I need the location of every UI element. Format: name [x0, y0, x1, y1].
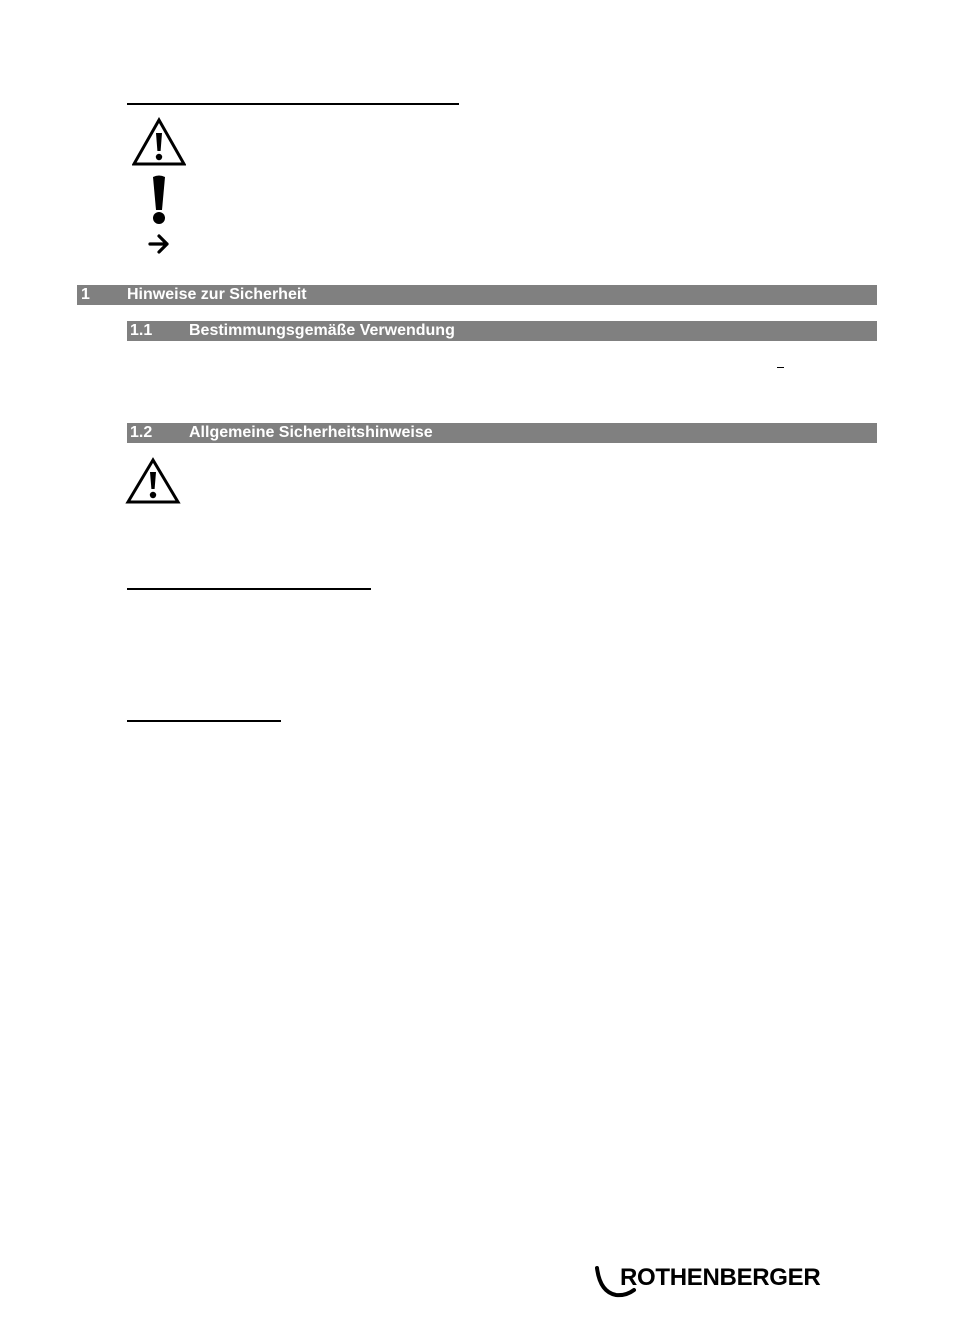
section-heading-1-2	[127, 423, 877, 443]
section-heading-1	[77, 285, 877, 305]
arrow-right-icon	[148, 234, 172, 254]
brand-logo	[594, 1262, 826, 1298]
warning-triangle-icon	[125, 457, 181, 505]
dash-mark	[777, 367, 784, 368]
section-number: 1	[81, 286, 90, 303]
heading-underline-symbols	[127, 103, 459, 105]
section-number: 1.2	[130, 424, 153, 441]
brand-name: ROTHENBERGER	[620, 1264, 821, 1291]
section-number: 1.1	[130, 322, 153, 339]
section-title: Bestimmungsgemäße Verwendung	[189, 322, 455, 339]
section-title: Hinweise zur Sicherheit	[127, 286, 307, 303]
section-title: Allgemeine Sicherheitshinweise	[189, 424, 433, 441]
section-heading-1-1	[127, 321, 877, 341]
warning-triangle-icon	[132, 117, 186, 167]
exclamation-icon	[150, 174, 168, 226]
subheading-underline-1	[127, 588, 371, 590]
subheading-underline-2	[127, 720, 281, 722]
